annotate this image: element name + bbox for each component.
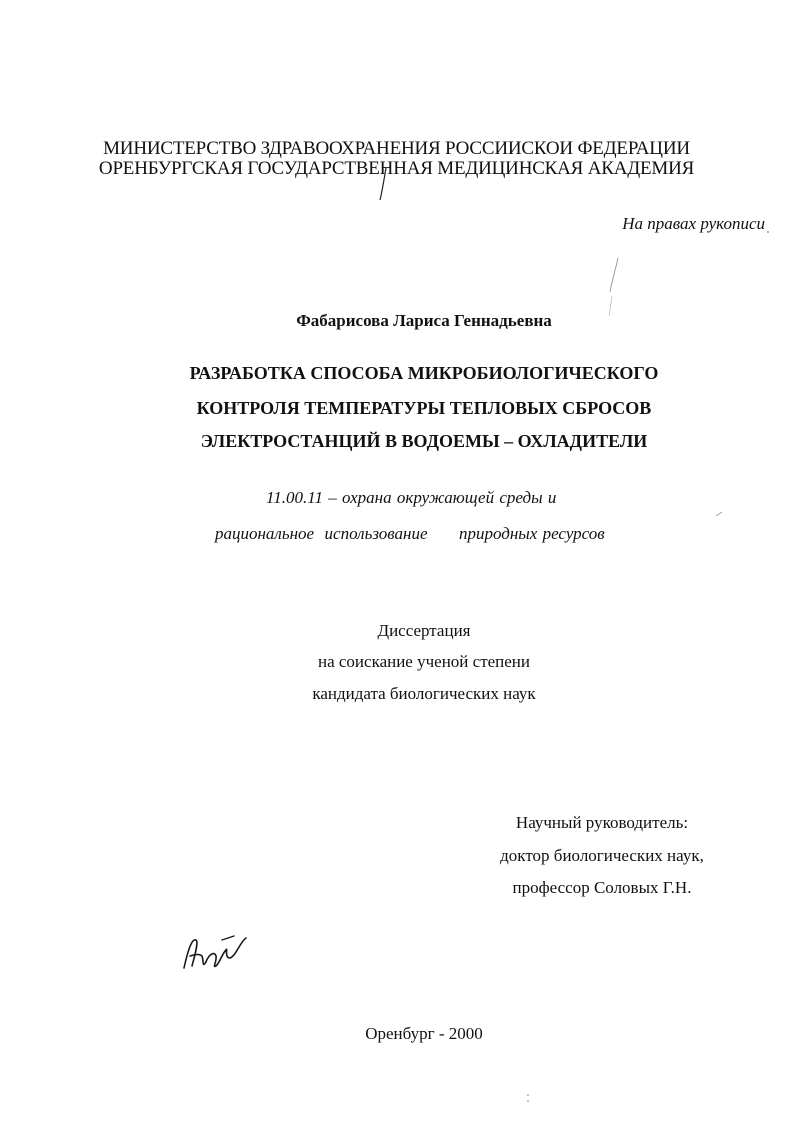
- supervisor-label: Научный руководитель:: [515, 813, 689, 832]
- degree-name: кандидата биологических наук: [312, 684, 536, 703]
- supervisor-name: профессор Соловых Г.Н.: [512, 878, 692, 897]
- thesis-title-line-3: ЭЛЕКТРОСТАНЦИЙ В ВОДОЕМЫ – ОХЛАДИТЕЛИ: [200, 431, 648, 451]
- city-and-year: Оренбург - 2000: [365, 1024, 483, 1043]
- author-name: Фабарисова Лариса Геннадьевна: [296, 311, 552, 330]
- thesis-title-line-1: РАЗРАБОТКА СПОСОБА МИКРОБИОЛОГИЧЕСКОГО: [189, 363, 659, 383]
- thesis-title-line-2: КОНТРОЛЯ ТЕМПЕРАТУРЫ ТЕПЛОВЫХ СБРОСОВ: [196, 398, 652, 418]
- specialty-code-line-1: 11.00.11 – охрана окружающей среды и: [266, 488, 557, 507]
- academy-heading: ОРЕНБУРГСКАЯ ГОСУДАРСТВЕННАЯ МЕДИЦИНСКАЯ АКАДЕМИЯ: [98, 158, 695, 179]
- manuscript-rights-note: На правах рукописи: [622, 214, 765, 233]
- dissertation-label: Диссертация: [377, 621, 471, 640]
- specialty-code-line-2: рациональное использование природных ресурсов: [215, 524, 605, 543]
- degree-purpose: на соискание ученой степени: [317, 652, 531, 671]
- supervisor-degree: доктор биологических наук,: [500, 846, 704, 865]
- ministry-heading: МИНИСТЕРСТВО ЗДРАВООХРАНЕНИЯ РОССИИСКОИ ФЕДЕРАЦИИ: [103, 138, 690, 159]
- handwritten-signature: [180, 928, 250, 974]
